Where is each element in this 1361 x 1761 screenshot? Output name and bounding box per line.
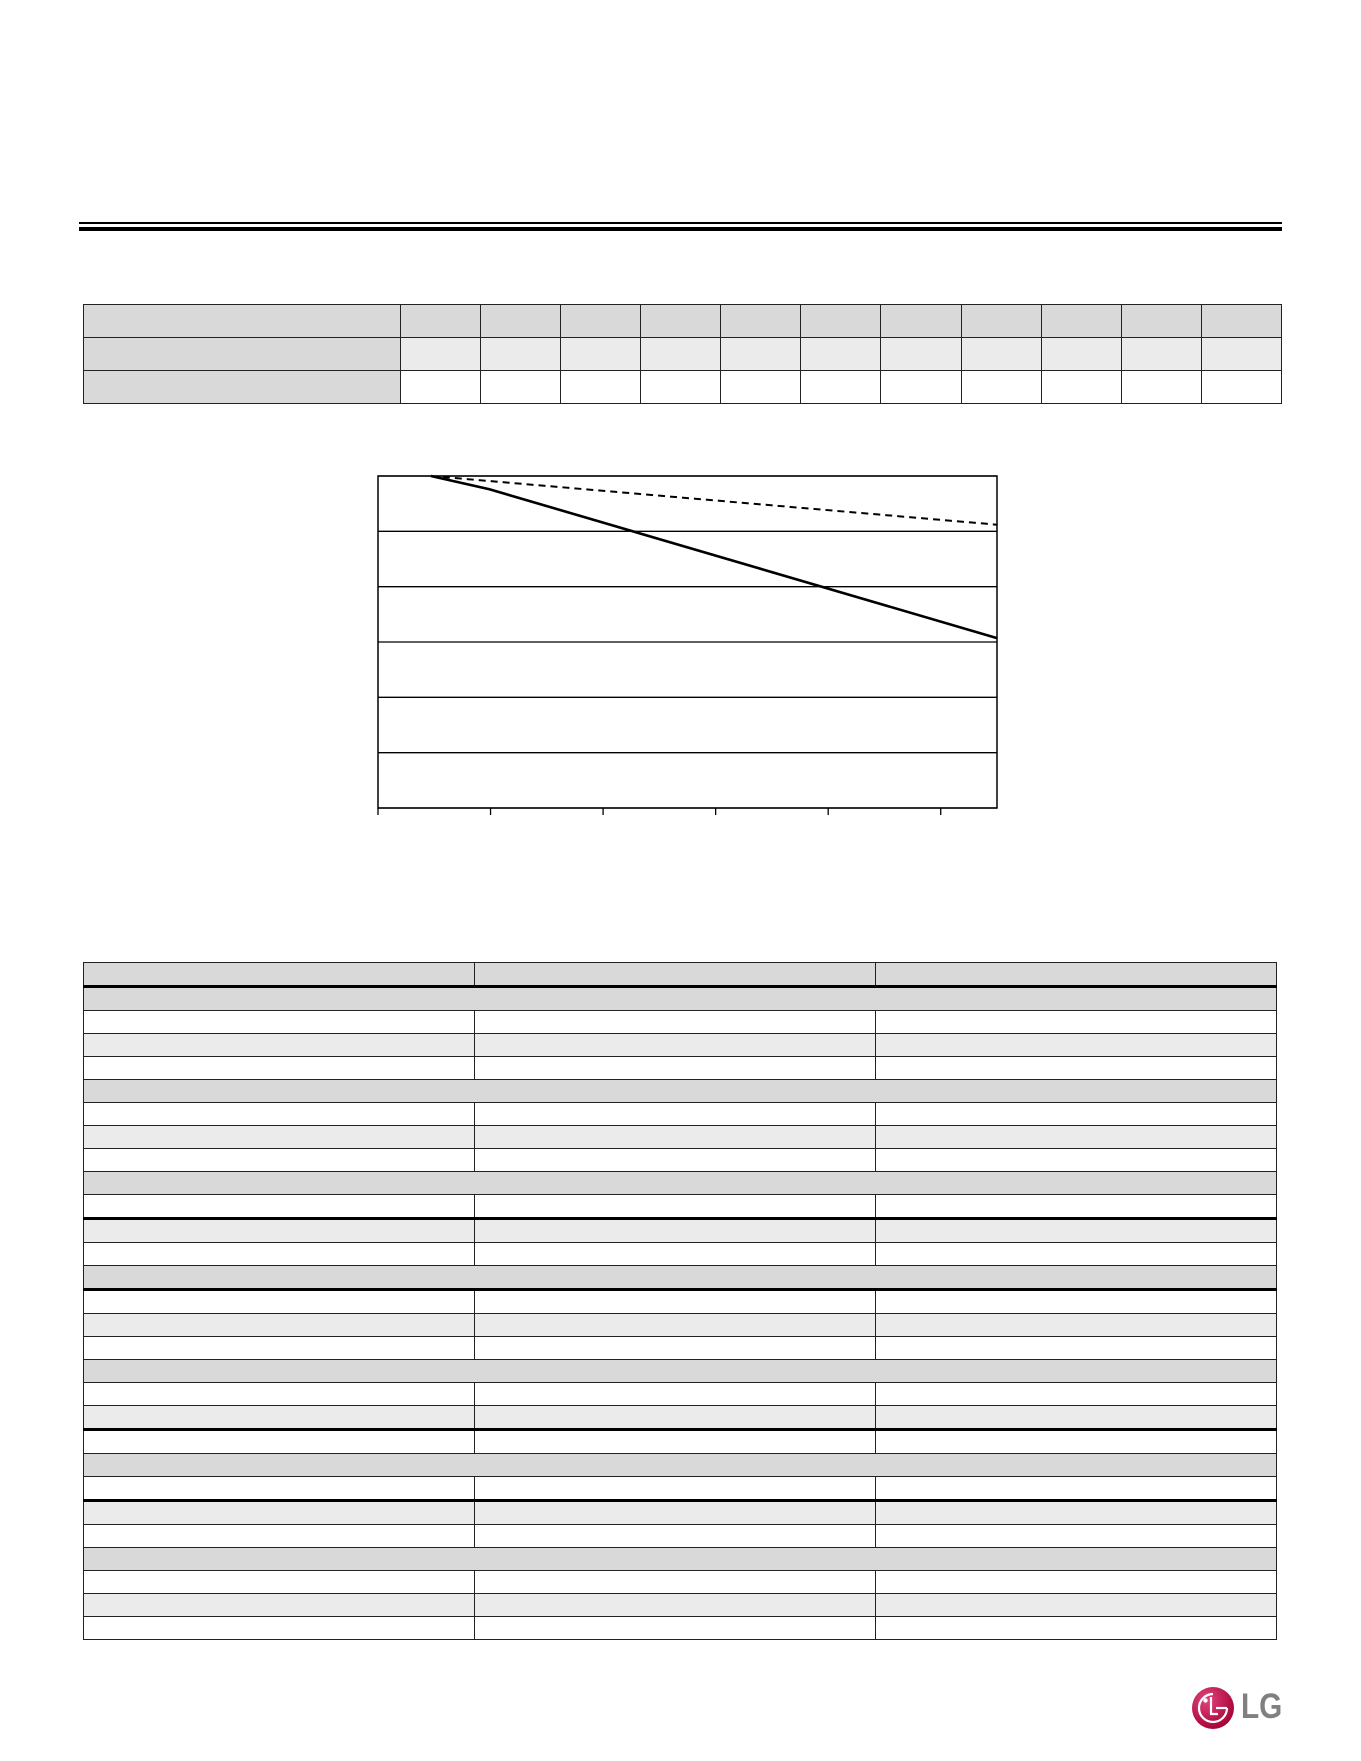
summary-cell bbox=[1041, 305, 1121, 338]
summary-cell bbox=[1041, 371, 1121, 404]
spec-row bbox=[84, 1126, 1277, 1149]
summary-cell bbox=[1121, 305, 1201, 338]
summary-cell bbox=[481, 305, 561, 338]
spec-row bbox=[84, 1337, 1277, 1360]
spec-cell bbox=[876, 1617, 1277, 1640]
spec-cell bbox=[84, 1406, 475, 1430]
spec-row bbox=[84, 1314, 1277, 1337]
spec-cell bbox=[84, 1057, 475, 1080]
spec-cell bbox=[84, 1149, 475, 1172]
spec-row bbox=[84, 1034, 1277, 1057]
summary-cell bbox=[961, 338, 1041, 371]
header-rule-top bbox=[79, 222, 1282, 224]
spec-cell bbox=[876, 1126, 1277, 1149]
summary-cell bbox=[401, 305, 481, 338]
spec-row bbox=[84, 1057, 1277, 1080]
spec-cell bbox=[84, 1243, 475, 1266]
spec-row bbox=[84, 1594, 1277, 1617]
summary-cell bbox=[1201, 371, 1281, 404]
spec-row bbox=[84, 1243, 1277, 1266]
spec-header-cell bbox=[475, 963, 876, 987]
spec-cell bbox=[876, 1430, 1277, 1454]
spec-cell bbox=[876, 1103, 1277, 1126]
spec-section-title bbox=[84, 1548, 1277, 1571]
spec-cell bbox=[475, 1195, 876, 1219]
spec-row bbox=[84, 1290, 1277, 1314]
lg-logo-text: LG bbox=[1241, 1687, 1283, 1726]
spec-cell bbox=[876, 1290, 1277, 1314]
spec-row bbox=[84, 1477, 1277, 1501]
summary-cell bbox=[881, 305, 961, 338]
spec-cell bbox=[876, 1337, 1277, 1360]
spec-cell bbox=[84, 1011, 475, 1034]
lg-logo bbox=[1189, 1684, 1287, 1732]
spec-cell bbox=[876, 1525, 1277, 1548]
spec-cell bbox=[84, 1126, 475, 1149]
summary-cell bbox=[401, 338, 481, 371]
spec-cell bbox=[475, 1243, 876, 1266]
spec-row bbox=[84, 1571, 1277, 1594]
spec-row bbox=[84, 1149, 1277, 1172]
summary-cell bbox=[84, 305, 401, 338]
summary-cell bbox=[641, 371, 721, 404]
summary-cell bbox=[481, 338, 561, 371]
spec-cell bbox=[876, 1011, 1277, 1034]
spec-section-title bbox=[84, 1080, 1277, 1103]
spec-section-row bbox=[84, 1080, 1277, 1103]
spec-cell bbox=[876, 1034, 1277, 1057]
spec-cell bbox=[475, 1290, 876, 1314]
spec-table-head bbox=[84, 963, 1277, 987]
spec-cell bbox=[876, 1571, 1277, 1594]
spec-section-title bbox=[84, 1172, 1277, 1195]
spec-cell bbox=[876, 1501, 1277, 1525]
summary-cell bbox=[561, 305, 641, 338]
line-chart bbox=[360, 466, 1010, 826]
spec-cell bbox=[475, 1594, 876, 1617]
spec-row bbox=[84, 1103, 1277, 1126]
spec-cell bbox=[84, 1290, 475, 1314]
summary-cell bbox=[561, 371, 641, 404]
spec-row bbox=[84, 1430, 1277, 1454]
summary-cell bbox=[961, 305, 1041, 338]
spec-cell bbox=[84, 1501, 475, 1525]
spec-cell bbox=[876, 1594, 1277, 1617]
spec-cell bbox=[475, 1337, 876, 1360]
summary-cell bbox=[1201, 338, 1281, 371]
spec-cell bbox=[475, 1103, 876, 1126]
spec-section-row bbox=[84, 1360, 1277, 1383]
summary-cell bbox=[1121, 371, 1201, 404]
spec-cell bbox=[475, 1219, 876, 1243]
spec-cell bbox=[475, 1034, 876, 1057]
summary-row bbox=[84, 338, 1282, 371]
spec-header-row bbox=[84, 963, 1277, 987]
summary-cell bbox=[401, 371, 481, 404]
spec-section-row bbox=[84, 1454, 1277, 1477]
spec-cell bbox=[84, 1617, 475, 1640]
summary-cell bbox=[801, 305, 881, 338]
spec-cell bbox=[84, 1571, 475, 1594]
spec-header-cell bbox=[876, 963, 1277, 987]
spec-cell bbox=[475, 1617, 876, 1640]
spec-cell bbox=[475, 1571, 876, 1594]
spec-cell bbox=[475, 1126, 876, 1149]
summary-cell bbox=[1201, 305, 1281, 338]
spec-cell bbox=[876, 1383, 1277, 1406]
summary-cell bbox=[84, 338, 401, 371]
summary-cell bbox=[721, 371, 801, 404]
spec-section-title bbox=[84, 1360, 1277, 1383]
spec-cell bbox=[475, 1383, 876, 1406]
summary-cell bbox=[1041, 338, 1121, 371]
summary-cell bbox=[881, 338, 961, 371]
spec-cell bbox=[84, 1314, 475, 1337]
spec-cell bbox=[475, 1525, 876, 1548]
lg-face-icon bbox=[1191, 1686, 1235, 1730]
header-rule-bottom bbox=[79, 227, 1282, 231]
summary-cell bbox=[721, 305, 801, 338]
spec-cell bbox=[876, 1243, 1277, 1266]
spec-section-row bbox=[84, 1266, 1277, 1290]
summary-row bbox=[84, 371, 1282, 404]
spec-cell bbox=[876, 1406, 1277, 1430]
spec-cell bbox=[475, 1406, 876, 1430]
spec-cell bbox=[475, 1149, 876, 1172]
spec-header-cell bbox=[84, 963, 475, 987]
spec-table bbox=[83, 962, 1277, 1640]
summary-cell bbox=[641, 305, 721, 338]
spec-cell bbox=[475, 1011, 876, 1034]
spec-cell bbox=[876, 1195, 1277, 1219]
spec-row bbox=[84, 1501, 1277, 1525]
spec-cell bbox=[84, 1477, 475, 1501]
series-line-dashed bbox=[431, 476, 997, 525]
spec-cell bbox=[84, 1337, 475, 1360]
spec-cell bbox=[876, 1219, 1277, 1243]
spec-cell bbox=[84, 1103, 475, 1126]
spec-cell bbox=[475, 1501, 876, 1525]
spec-section-title bbox=[84, 987, 1277, 1011]
spec-cell bbox=[475, 1057, 876, 1080]
summary-cell bbox=[1121, 338, 1201, 371]
summary-cell bbox=[561, 338, 641, 371]
spec-section-row bbox=[84, 1548, 1277, 1571]
spec-row bbox=[84, 1219, 1277, 1243]
spec-section-row bbox=[84, 987, 1277, 1011]
series-line-solid bbox=[431, 476, 997, 638]
summary-table-body bbox=[84, 305, 1282, 404]
spec-table-body bbox=[84, 987, 1277, 1640]
spec-row bbox=[84, 1195, 1277, 1219]
spec-cell bbox=[84, 1525, 475, 1548]
summary-cell bbox=[721, 338, 801, 371]
summary-cell bbox=[961, 371, 1041, 404]
spec-cell bbox=[876, 1314, 1277, 1337]
summary-row bbox=[84, 305, 1282, 338]
summary-cell bbox=[481, 371, 561, 404]
summary-table bbox=[83, 304, 1282, 404]
spec-cell bbox=[84, 1594, 475, 1617]
spec-section-title bbox=[84, 1454, 1277, 1477]
spec-row bbox=[84, 1011, 1277, 1034]
spec-row bbox=[84, 1406, 1277, 1430]
spec-cell bbox=[84, 1195, 475, 1219]
spec-section-row bbox=[84, 1172, 1277, 1195]
summary-cell bbox=[641, 338, 721, 371]
summary-cell bbox=[801, 338, 881, 371]
spec-row bbox=[84, 1383, 1277, 1406]
spec-cell bbox=[876, 1149, 1277, 1172]
spec-cell bbox=[84, 1383, 475, 1406]
summary-cell bbox=[881, 371, 961, 404]
spec-cell bbox=[84, 1034, 475, 1057]
spec-cell bbox=[876, 1057, 1277, 1080]
summary-cell bbox=[801, 371, 881, 404]
spec-cell bbox=[84, 1219, 475, 1243]
summary-cell bbox=[84, 371, 401, 404]
spec-cell bbox=[475, 1430, 876, 1454]
spec-row bbox=[84, 1525, 1277, 1548]
spec-cell bbox=[475, 1477, 876, 1501]
spec-cell bbox=[84, 1430, 475, 1454]
spec-cell bbox=[876, 1477, 1277, 1501]
spec-row bbox=[84, 1617, 1277, 1640]
spec-cell bbox=[475, 1314, 876, 1337]
spec-section-title bbox=[84, 1266, 1277, 1290]
